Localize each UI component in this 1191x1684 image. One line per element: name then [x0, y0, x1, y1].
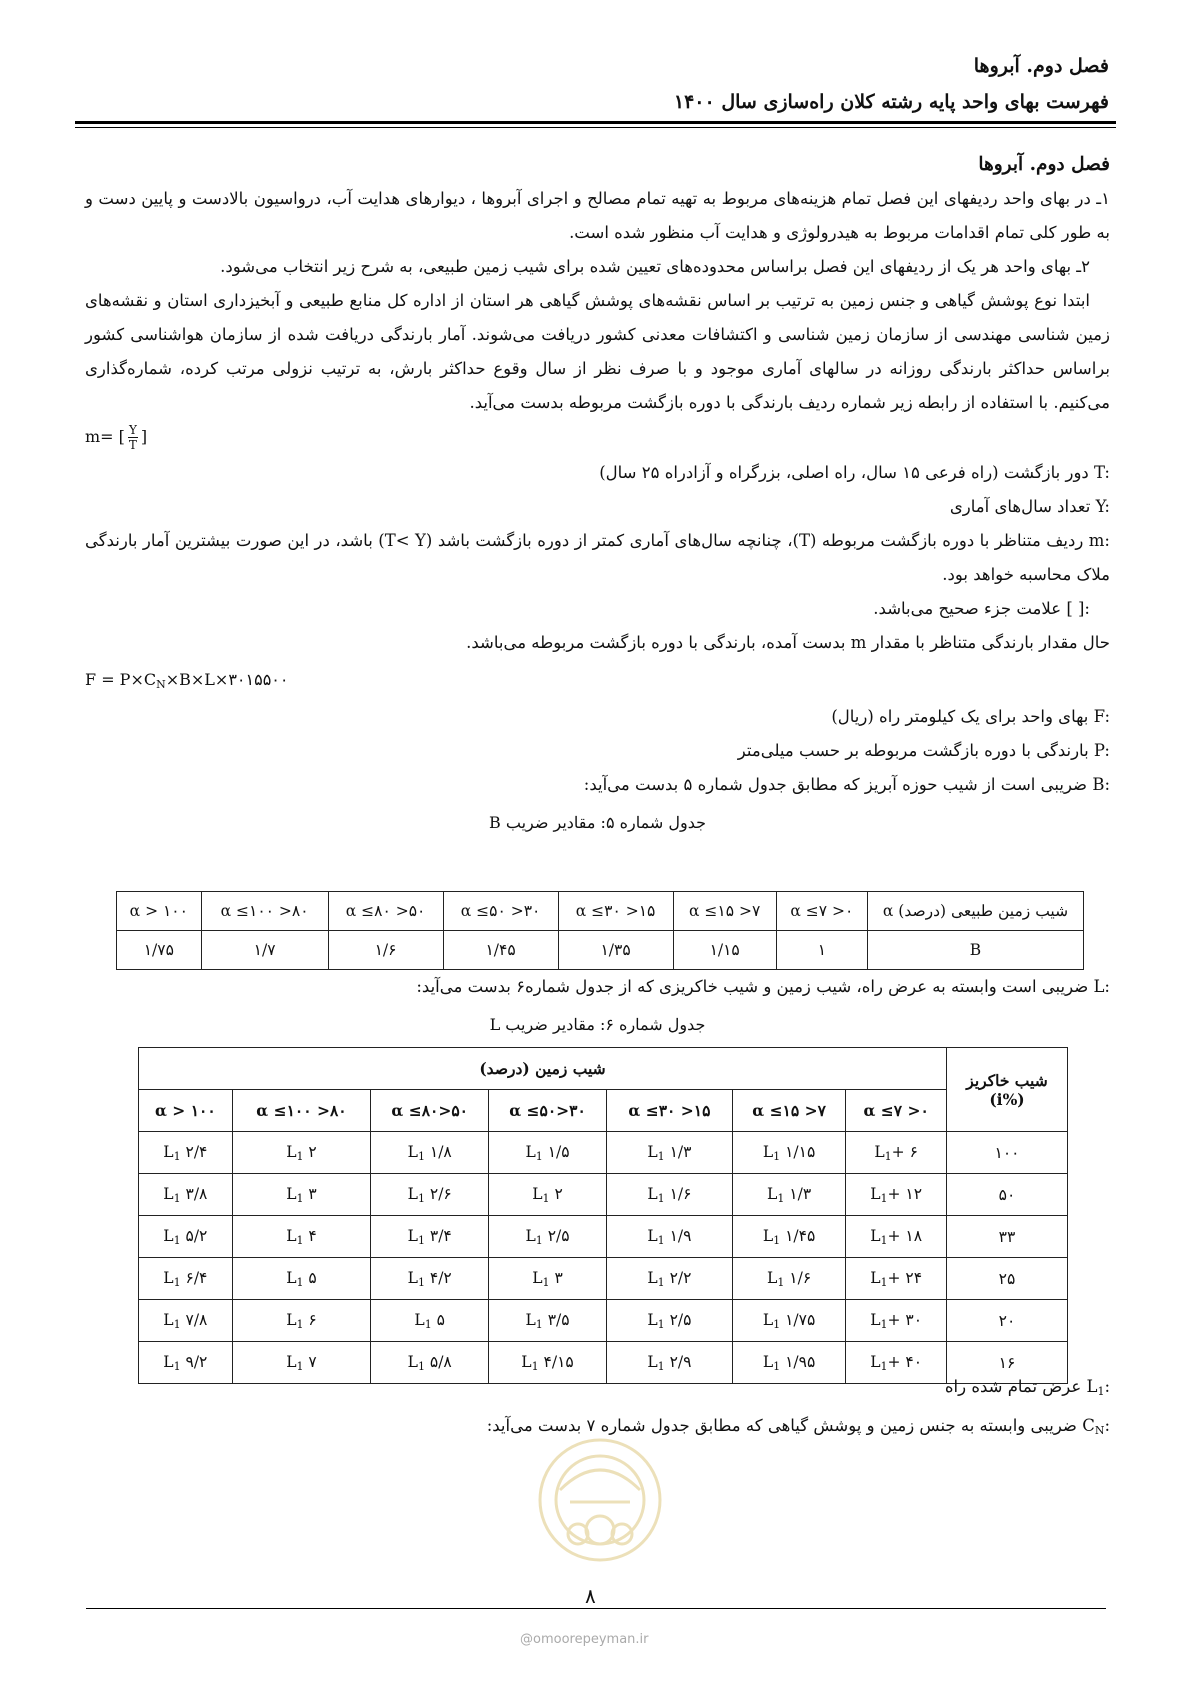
def-B-label: B: — [1092, 775, 1110, 794]
section-title: فصل دوم. آبروها — [978, 154, 1110, 175]
table6-slope-cell: ۵۰ — [947, 1174, 1068, 1216]
table5-header-cell: ۰< α ≤۷ — [776, 892, 867, 931]
table6-column-header: ۱۵< α ≤۳۰ — [606, 1090, 732, 1132]
def-m-label: m: — [1088, 531, 1110, 550]
table6-cell: ۹/۲ $L_1$ — [139, 1342, 233, 1384]
table5-cell: ۱/۱۵ — [673, 931, 776, 970]
table6-cell: $L_1+$ ۶ — [846, 1132, 947, 1174]
table6-cell: ۱/۶ $L_1$ — [606, 1174, 732, 1216]
logo-seal-icon — [530, 1430, 670, 1570]
def-P-label: P: — [1093, 741, 1110, 760]
table6-side-header-line1: شیب خاکریز — [966, 1070, 1048, 1090]
def-B — [85, 768, 1110, 802]
table6-column-header: ۰< α ≤۷ — [846, 1090, 947, 1132]
table6-cell: ۵/۲ $L_1$ — [139, 1216, 233, 1258]
table6-cell: ۶ $L_1$ — [232, 1300, 371, 1342]
def-F-label: F: — [1093, 707, 1110, 726]
table6-cell: ۴/۲ $L_1$ — [371, 1258, 489, 1300]
table6-column-header: α > ۱۰۰ — [139, 1090, 233, 1132]
paragraph-3: ابتدا نوع پوشش گیاهی و جنس زمین به ترتیب بر اساس نقشه‌های پوشش گیاهی هر استان از اداره کل منابع طبیعی و آبخیزداری استان و نقشه‌های زمین شناسی مهندسی از سازمان زمین شناسی و اکتشافات معدنی کشور دریافت می‌شوند. آمار بارندگی دریافت شده از سازمان هواشناسی کشور براساس حداکثر بارندگی روزانه در سالهای آماری موجود و با صرف نظر از سال وقوع حداکثر بارش، به ترتیب نزولی مرتب کرده، شماره‌گذاری می‌کنیم. با استفاده از رابطه زیر شماره ردیف بارندگی با دوره بازگشت مربوطه بدست می‌آید. — [85, 291, 1110, 412]
def-T — [85, 456, 1110, 490]
table6-cell: ۳ $L_1$ — [489, 1258, 607, 1300]
table6-column-header-row — [139, 1090, 1068, 1132]
table6-cell: ۱/۱۵ $L_1$ — [732, 1132, 845, 1174]
table6-cell: ۷ $L_1$ — [232, 1342, 371, 1384]
def-m-text: ردیف متناظر با دوره بازگشت مربوطه (T)، چنانچه سال‌های آماری کمتر از دوره بازگشت باشد (T< Y) باشد، در این صورت بیشترین آمار بارندگی ملاک محاسبه خواهد بود. — [85, 531, 1110, 584]
table5-cell: ۱/۷ — [201, 931, 328, 970]
table6-column-header: ۳۰<α ≤۵۰ — [489, 1090, 607, 1132]
def-CN-text: ضریبی وابسته به جنس زمین و پوشش گیاهی که مطابق جدول شماره ۷ بدست می‌آید: — [486, 1416, 1077, 1435]
table6-cell: $L_1+$ ۲۴ — [846, 1258, 947, 1300]
def-Y-label: Y: — [1095, 497, 1110, 516]
table5-cell: B — [868, 931, 1084, 970]
table5-cell: ۱/۶ — [328, 931, 443, 970]
table6-row — [139, 1132, 1068, 1174]
formula-F-text: $F = P\times C_N\times B\times L\times ۳۰۱۵۵۰۰$ — [85, 670, 289, 691]
table6-cell: ۳/۵ $L_1$ — [489, 1300, 607, 1342]
table6-cell: $L_1+$ ۳۰ — [846, 1300, 947, 1342]
table6-cell: ۱/۵ $L_1$ — [489, 1132, 607, 1174]
table6-cell: ۱/۷۵ $L_1$ — [732, 1300, 845, 1342]
table6-side-header-line2: (i%) — [989, 1089, 1025, 1109]
table6-cell: ۲/۵ $L_1$ — [606, 1300, 732, 1342]
table6-body — [139, 1048, 1068, 1384]
def-P-text: بارندگی با دوره بازگشت مربوطه بر حسب میلی‌متر — [737, 741, 1089, 760]
table6-slope-cell: ۲۰ — [947, 1300, 1068, 1342]
table6-cell: ۵ $L_1$ — [232, 1258, 371, 1300]
table6-column-header: ۵۰<α ≤۸۰ — [371, 1090, 489, 1132]
formula-F — [85, 660, 1110, 700]
table6-slope-cell: ۲۵ — [947, 1258, 1068, 1300]
table6-cell: ۳ $L_1$ — [232, 1174, 371, 1216]
table6 — [138, 1047, 1068, 1384]
paragraph-2: ۲ـ بهای واحد هر یک از ردیفهای این فصل براساس محدوده‌های تعیین شده برای شیب زمین طبیعی، به شرح زیر انتخاب می‌شود. — [220, 257, 1090, 276]
table5-header-cell: α > ۱۰۰ — [117, 892, 202, 931]
table6-caption: جدول شماره ۶: مقادیر ضریب L — [489, 1015, 706, 1034]
def-brackets — [85, 592, 1110, 626]
table6-cell: ۱/۳ $L_1$ — [606, 1132, 732, 1174]
table6-slope-cell: ۳۳ — [947, 1216, 1068, 1258]
table6-row — [139, 1258, 1068, 1300]
fraction-numerator: Y — [128, 423, 137, 437]
table6-group-row — [139, 1048, 1068, 1090]
def-brackets-text: علامت جزء صحیح می‌باشد. — [873, 599, 1062, 618]
def-F-text: بهای واحد برای یک کیلومتر راه (ریال) — [831, 707, 1089, 726]
table5-caption: جدول شماره ۵: مقادیر ضریب B — [489, 813, 706, 832]
rainfall-note: حال مقدار بارندگی متناظر با مقدار m بدست آمده، بارندگی با دوره بازگشت مربوطه می‌باشد. — [466, 633, 1110, 652]
table5-header-cell: ۱۵< α ≤۳۰ — [558, 892, 673, 931]
paragraph-1: ۱ـ در بهای واحد ردیفهای این فصل تمام هزینه‌های مربوط به تهیه تمام مصالح و اجرای آبروها ، دیوارهای هدایت آب، درواسیون بالادست و پایین دست و به طور کلی تمام اقدامات مربوط به هیدرولوژی و هدایت آب منظور شده است. — [85, 189, 1110, 242]
table6-row — [139, 1216, 1068, 1258]
formula-m-fraction — [128, 424, 138, 451]
table6-cell: ۱/۹۵ $L_1$ — [732, 1342, 845, 1384]
table5-header-cell: ۳۰< α ≤۵۰ — [443, 892, 558, 931]
table5-cell: ۱/۴۵ — [443, 931, 558, 970]
def-L1-text: عرض تمام شده راه — [944, 1377, 1082, 1396]
def-F — [85, 700, 1110, 734]
formula-m-lhs: m= [ — [85, 427, 125, 446]
table6-cell: ۲/۶ $L_1$ — [371, 1174, 489, 1216]
table6-cell: ۴/۱۵ $L_1$ — [489, 1342, 607, 1384]
table6-cell: ۲/۲ $L_1$ — [606, 1258, 732, 1300]
def-CN-label: $C_N$: — [1082, 1416, 1110, 1437]
table6-cell: ۲ $L_1$ — [232, 1132, 371, 1174]
table6-cell: $L_1+$ ۴۰ — [846, 1342, 947, 1384]
page-number: ۸ — [585, 1584, 596, 1608]
formula-m-rhs: ] — [140, 427, 148, 446]
def-m — [85, 524, 1110, 592]
table6-side-header — [947, 1048, 1068, 1132]
site-watermark-text: @omoorepeyman.ir — [520, 1632, 649, 1647]
def-brackets-label: [ ]: — [1066, 599, 1090, 618]
formula-m — [85, 420, 1110, 456]
def-L — [85, 970, 1110, 1004]
table5-value-row — [117, 931, 1084, 970]
def-L1 — [85, 1370, 1110, 1409]
table5 — [116, 891, 1084, 970]
header-doc-title: فهرست بهای واحد پایه رشته کلان راه‌سازی سال ۱۴۰۰ — [673, 91, 1109, 113]
def-B-text: ضریبی است از شیب حوزه آبریز که مطابق جدول شماره ۵ بدست می‌آید: — [583, 775, 1088, 794]
header-chapter: فصل دوم. آبروها — [973, 55, 1109, 77]
table5-header-cell: ۷< α ≤۱۵ — [673, 892, 776, 931]
table6-cell: ۲/۹ $L_1$ — [606, 1342, 732, 1384]
table6-column-header: ۸۰< α ≤۱۰۰ — [232, 1090, 371, 1132]
table6-cell: ۷/۸ $L_1$ — [139, 1300, 233, 1342]
table5-cell: ۱/۳۵ — [558, 931, 673, 970]
table6-cell: ۱/۹ $L_1$ — [606, 1216, 732, 1258]
table5-header-cell: شیب زمین طبیعی (درصد) α — [868, 892, 1084, 931]
header-rule-thick — [75, 121, 1116, 124]
table5-cell: ۱/۷۵ — [117, 931, 202, 970]
table5-header-row — [117, 892, 1084, 931]
table6-cell: ۱/۸ $L_1$ — [371, 1132, 489, 1174]
table6-cell: ۲ $L_1$ — [489, 1174, 607, 1216]
table6-cell: ۱/۴۵ $L_1$ — [732, 1216, 845, 1258]
table6-cell: $L_1+$ ۱۸ — [846, 1216, 947, 1258]
table6-cell: ۴ $L_1$ — [232, 1216, 371, 1258]
table6-column-header: ۷< α ≤۱۵ — [732, 1090, 845, 1132]
table6-cell: ۳/۴ $L_1$ — [371, 1216, 489, 1258]
table6-cell: ۵ $L_1$ — [371, 1300, 489, 1342]
table6-cell: $L_1+$ ۱۲ — [846, 1174, 947, 1216]
table6-cell: ۲/۴ $L_1$ — [139, 1132, 233, 1174]
table6-group-header: شیب زمین (درصد) — [139, 1048, 947, 1090]
def-L-label: L: — [1093, 977, 1110, 996]
table6-slope-cell: ۱۰۰ — [947, 1132, 1068, 1174]
def-L1-label: $L_1$: — [1086, 1377, 1110, 1398]
table6-cell: ۱/۳ $L_1$ — [732, 1174, 845, 1216]
def-P — [85, 734, 1110, 768]
table6-cell: ۲/۵ $L_1$ — [489, 1216, 607, 1258]
body-content-2 — [85, 970, 1110, 1046]
def-L-text: ضریبی است وابسته به عرض راه، شیب زمین و شیب خاکریزی که از جدول شماره۶ بدست می‌آید: — [416, 977, 1089, 996]
def-Y-text: تعداد سال‌های آماری — [949, 497, 1091, 516]
def-T-label: T: — [1094, 463, 1110, 482]
table6-cell: ۶/۴ $L_1$ — [139, 1258, 233, 1300]
table5-header-cell: ۸۰< α ≤۱۰۰ — [201, 892, 328, 931]
table6-row — [139, 1300, 1068, 1342]
def-T-text: دور بازگشت (راه فرعی ۱۵ سال، راه اصلی، بزرگراه و آزادراه ۲۵ سال) — [599, 463, 1089, 482]
header-rule-thin — [75, 127, 1116, 128]
def-Y — [85, 490, 1110, 524]
body-content — [85, 148, 1110, 844]
table5-header-cell: ۵۰< α ≤۸۰ — [328, 892, 443, 931]
table6-cell: ۱/۶ $L_1$ — [732, 1258, 845, 1300]
table6-slope-cell: ۱۶ — [947, 1342, 1068, 1384]
table6-row — [139, 1174, 1068, 1216]
table5-cell: ۱ — [776, 931, 867, 970]
table6-cell: ۵/۸ $L_1$ — [371, 1342, 489, 1384]
fraction-denominator: T — [128, 438, 137, 452]
table6-cell: ۳/۸ $L_1$ — [139, 1174, 233, 1216]
footer-rule — [86, 1608, 1106, 1609]
